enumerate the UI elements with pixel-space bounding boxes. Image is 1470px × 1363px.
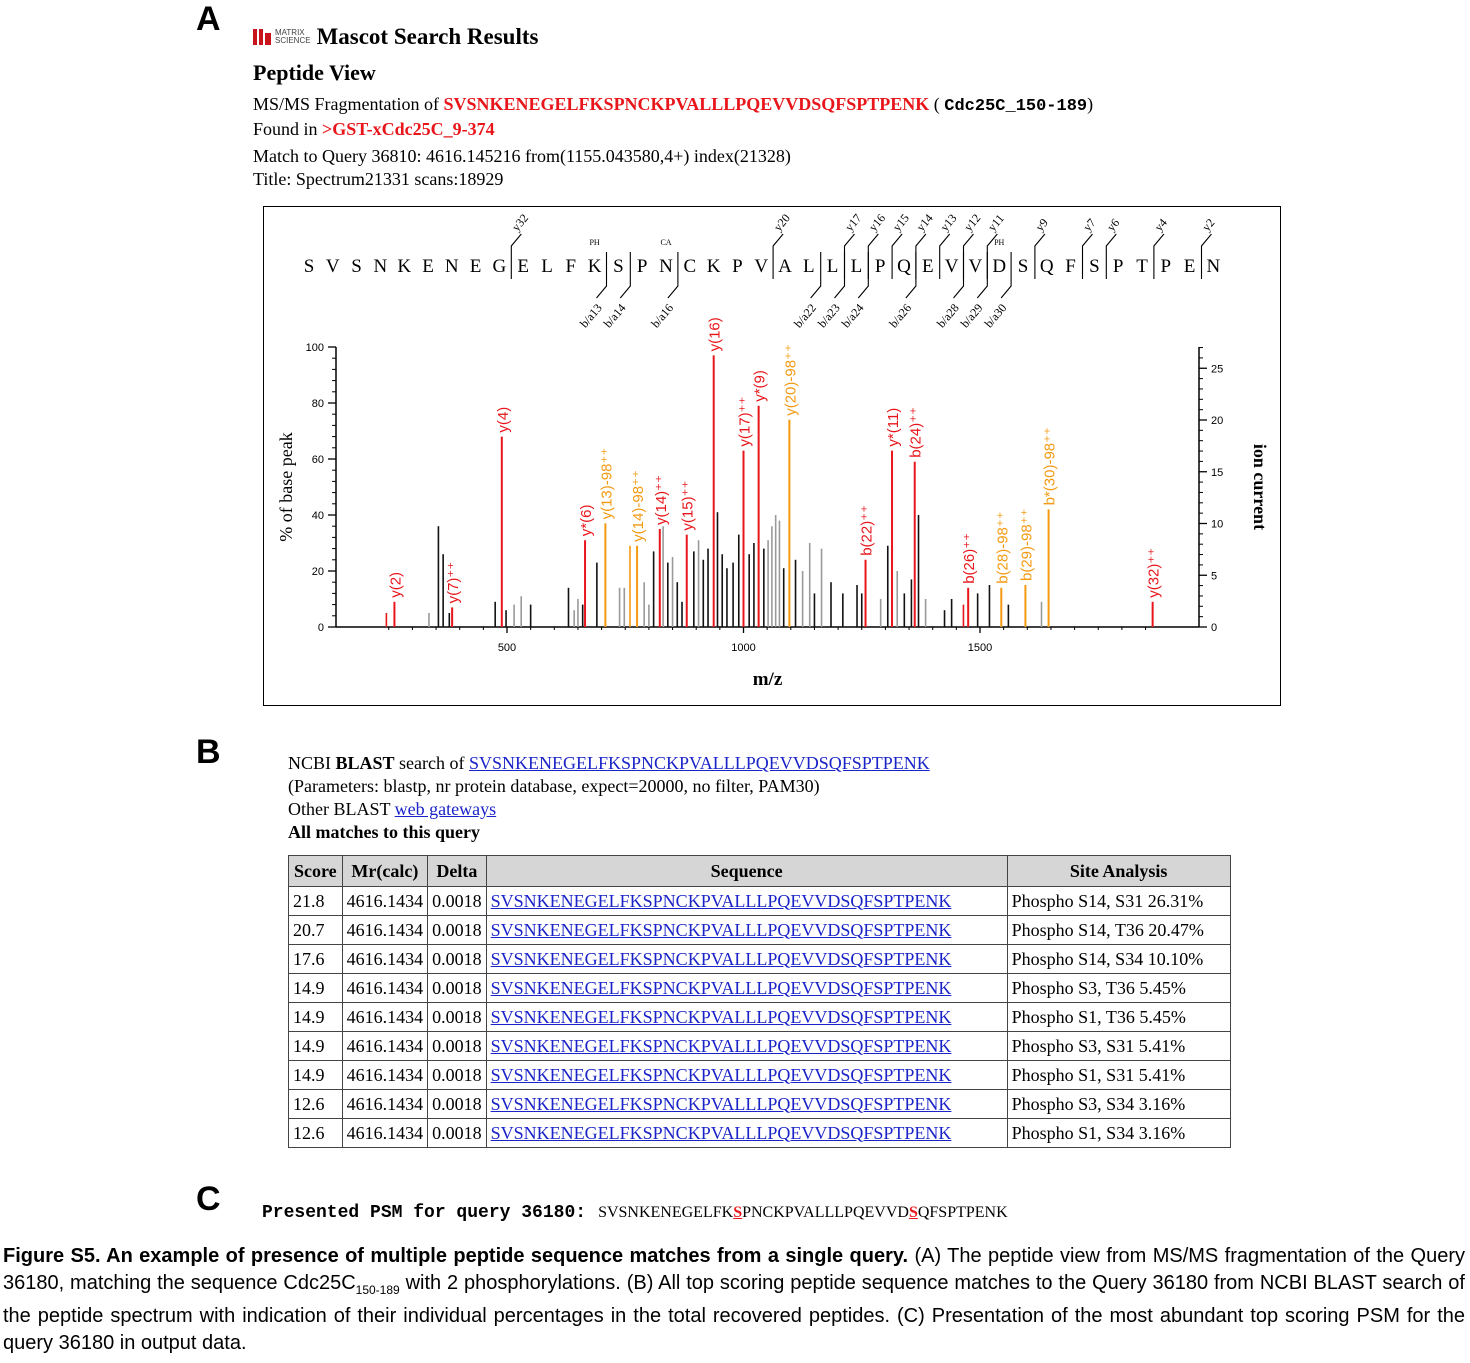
sequence-residue: S — [351, 256, 362, 277]
y2-tick-label: 10 — [1211, 518, 1224, 531]
cell-sequence — [486, 1003, 1007, 1032]
b-ion-label: b/a16 — [648, 300, 677, 331]
cell-mr: 4616.1434 — [342, 887, 428, 916]
sequence-residue: C — [683, 256, 697, 277]
cell-sequence — [486, 1119, 1007, 1148]
x-axis-label: m/z — [752, 669, 783, 690]
other-blast-prefix: Other BLAST — [288, 799, 395, 819]
y-ion-label: y4 — [1151, 215, 1170, 234]
peak-label: y*(9) — [751, 370, 769, 402]
cell-sequence — [486, 916, 1007, 945]
mascot-logo-row — [253, 22, 1283, 52]
found-in-line — [253, 118, 1283, 141]
table-row — [289, 1003, 1231, 1032]
peak-label: b(22)⁺⁺ — [858, 504, 876, 556]
sequence-residue: V — [754, 256, 769, 277]
panel-letter-a: A — [196, 0, 221, 38]
cell-site-analysis: Phospho S14, S31 26.31% — [1007, 887, 1230, 916]
cell-mr: 4616.1434 — [342, 916, 428, 945]
sequence-residue: V — [944, 256, 959, 277]
cell-site-analysis: Phospho S1, T36 5.45% — [1007, 1003, 1230, 1032]
sequence-residue: E — [517, 256, 530, 277]
caption-text-a: (A) The peptide view from MS/MS fragmentation of the Query 36180, matching the sequence Cdc25C — [3, 1245, 1466, 1294]
sequence-residue: N — [659, 256, 673, 277]
y-ion-label: y9 — [1032, 215, 1051, 234]
cell-delta: 0.0018 — [428, 1061, 487, 1090]
sequence-residue: E — [1183, 256, 1196, 277]
table-row — [289, 1119, 1231, 1148]
blast-results-table — [288, 855, 1231, 1148]
psm-seq-part3: QFSPTPENK — [917, 1204, 1008, 1221]
y-tick-label: 40 — [311, 510, 324, 522]
sequence-residue: G — [492, 256, 507, 277]
cell-mr: 4616.1434 — [342, 1090, 428, 1119]
modification-label: PH — [589, 238, 600, 247]
table-row — [289, 974, 1231, 1003]
cell-mr: 4616.1434 — [342, 974, 428, 1003]
y-ion-label: y20 — [770, 211, 793, 234]
spectrum-chart — [264, 207, 1280, 705]
peak-label: b(28)-98⁺⁺ — [994, 511, 1012, 584]
peak-label: y(13)-98⁺⁺ — [598, 447, 616, 520]
psm-label: Presented PSM for query 36180: — [262, 1203, 587, 1223]
cell-score: 20.7 — [289, 916, 343, 945]
y-ion-label: y16 — [865, 211, 889, 234]
cell-mr: 4616.1434 — [342, 1061, 428, 1090]
sequence-residue: V — [968, 256, 983, 277]
peak-label: y(16) — [706, 317, 724, 352]
cell-score: 17.6 — [289, 945, 343, 974]
b-ion-label: b/a26 — [886, 300, 915, 331]
y-ion-label: y6 — [1103, 215, 1123, 234]
table-row — [289, 1090, 1231, 1119]
header-score: Score — [289, 856, 343, 887]
sequence-link[interactable]: SVSNKENEGELFKSPNCKPVALLLPQEVVDSQFSPTPENK — [490, 977, 952, 998]
b-ion-label: b/a29 — [957, 300, 986, 331]
logo-line1: MATRIX — [275, 28, 305, 37]
cell-score: 21.8 — [289, 887, 343, 916]
table-row — [289, 916, 1231, 945]
found-prefix: Found in — [253, 119, 323, 139]
sequence-link[interactable]: SVSNKENEGELFKSPNCKPVALLLPQEVVDSQFSPTPENK — [490, 1006, 952, 1027]
y-ion-label: y11 — [984, 211, 1007, 234]
y-axis-label-left: % of base peak — [276, 432, 296, 542]
match-query-line: Match to Query 36810: 4616.145216 from(1155.043580,4+) index(21328) — [253, 146, 791, 166]
y-ion-label: y14 — [913, 211, 936, 234]
modification-label: CA — [660, 238, 672, 247]
peptide-view-title: Peptide View — [253, 60, 376, 85]
other-blast-line — [288, 798, 930, 821]
sequence-residue: S — [1017, 256, 1029, 277]
cell-sequence — [486, 1061, 1007, 1090]
sequence-residue: A — [778, 256, 792, 277]
cell-site-analysis: Phospho S3, T36 5.45% — [1007, 974, 1230, 1003]
psm-seq-part1: SVSNKENEGELFK — [598, 1204, 734, 1221]
y2-tick-label: 15 — [1211, 466, 1224, 479]
cell-site-analysis: Phospho S3, S31 5.41% — [1007, 1032, 1230, 1061]
peptide-name: Cdc25C_150-189 — [944, 97, 1088, 116]
peptide-name-wrap: ( Cdc25C_150-189) — [933, 94, 1094, 116]
caption-bold: Figure S5. An example of presence of multiple peptide sequence matches from a single query. — [3, 1245, 909, 1267]
table-row — [289, 887, 1231, 916]
table-body — [289, 887, 1231, 1148]
sequence-residue: L — [850, 256, 863, 277]
cell-sequence — [486, 887, 1007, 916]
all-matches-heading: All matches to this query — [288, 822, 480, 842]
cell-score: 14.9 — [289, 1003, 343, 1032]
table-header-row — [289, 856, 1231, 887]
cell-delta: 0.0018 — [428, 916, 487, 945]
peak-label: y(14)-98⁺⁺ — [630, 470, 648, 542]
cell-score: 14.9 — [289, 1061, 343, 1090]
y-tick-label: 20 — [311, 566, 324, 578]
cell-delta: 0.0018 — [428, 1090, 487, 1119]
cell-site-analysis: Phospho S1, S34 3.16% — [1007, 1119, 1230, 1148]
cell-sequence — [486, 1032, 1007, 1061]
peak-label: y(7)⁺⁺ — [445, 561, 463, 604]
web-gateways-link[interactable]: web gateways — [394, 799, 497, 819]
mascot-title: Mascot Search Results — [316, 24, 539, 49]
cell-site-analysis: Phospho S14, T36 20.47% — [1007, 916, 1230, 945]
psm-site1: S — [733, 1204, 743, 1221]
fragmentation-line — [253, 93, 1283, 118]
peak-label: y*(11) — [885, 407, 903, 447]
cell-score: 14.9 — [289, 1032, 343, 1061]
sequence-residue: K — [706, 256, 721, 277]
sequence-residue: E — [921, 256, 934, 277]
cell-delta: 0.0018 — [428, 1119, 487, 1148]
sequence-link[interactable]: SVSNKENEGELFKSPNCKPVALLLPQEVVDSQFSPTPENK — [490, 1035, 952, 1056]
sequence-residue: L — [541, 256, 553, 277]
y-tick-label: 100 — [305, 342, 324, 354]
x-tick-label: 1000 — [731, 642, 756, 654]
y2-tick-label: 20 — [1211, 415, 1224, 427]
header-delta: Delta — [428, 856, 487, 887]
y-tick-label: 0 — [317, 622, 324, 634]
modification-label: PH — [994, 238, 1005, 247]
logo-text — [275, 29, 311, 45]
sequence-residue: S — [1089, 256, 1100, 277]
sequence-residue: S — [613, 256, 624, 277]
presented-psm-line — [262, 1203, 1008, 1223]
peak-label: b*(30)-98⁺⁺ — [1041, 427, 1059, 506]
sequence-residue: L — [826, 256, 839, 277]
peak-label: y(4) — [494, 406, 512, 433]
figure-caption — [3, 1243, 1465, 1356]
header-mr: Mr(calc) — [342, 856, 428, 887]
cell-delta: 0.0018 — [428, 1032, 487, 1061]
mascot-header — [253, 22, 1283, 191]
cell-site-analysis: Phospho S1, S31 5.41% — [1007, 1061, 1230, 1090]
sequence-link[interactable]: SVSNKENEGELFKSPNCKPVALLLPQEVVDSQFSPTPENK — [490, 890, 952, 911]
cell-sequence — [486, 1090, 1007, 1119]
sequence-link[interactable]: SVSNKENEGELFKSPNCKPVALLLPQEVVDSQFSPTPENK — [490, 1122, 952, 1143]
x-tick-label: 500 — [497, 642, 517, 654]
sequence-residue: F — [1065, 256, 1076, 277]
peak-label: y(15)⁺⁺ — [679, 480, 697, 531]
frag-prefix: MS/MS Fragmentation of — [253, 94, 444, 114]
peak-label: y(2) — [387, 571, 405, 598]
sequence-residue: K — [587, 256, 602, 277]
cell-sequence — [486, 945, 1007, 974]
cell-delta: 0.0018 — [428, 974, 487, 1003]
psm-site2: S — [908, 1204, 918, 1221]
cell-delta: 0.0018 — [428, 945, 487, 974]
cell-delta: 0.0018 — [428, 887, 487, 916]
blast-prefix: NCBI — [288, 753, 336, 773]
sequence-residue: N — [1206, 256, 1221, 277]
b-ion-label: b/a24 — [838, 300, 867, 331]
sequence-residue: D — [992, 256, 1007, 277]
cell-delta: 0.0018 — [428, 1003, 487, 1032]
sequence-residue: P — [732, 256, 743, 277]
y-ion-label: y17 — [842, 211, 865, 234]
cell-mr: 4616.1434 — [342, 1119, 428, 1148]
blast-bold: BLAST — [335, 753, 395, 773]
table-row — [289, 1061, 1231, 1090]
y-tick-label: 80 — [311, 398, 324, 410]
sequence-residue: S — [303, 256, 315, 277]
b-ion-label: b/a30 — [981, 300, 1010, 331]
b-ion-label: b/a14 — [600, 300, 629, 331]
sequence-link[interactable]: SVSNKENEGELFKSPNCKPVALLLPQEVVDSQFSPTPENK — [490, 948, 952, 969]
sequence-residue: P — [636, 256, 648, 277]
frag-peptide: SVSNKENEGELFKSPNCKPVALLLPQEVVDSQFSPTPENK — [443, 94, 930, 114]
sequence-residue: Q — [897, 256, 911, 277]
peak-label: b(24)⁺⁺ — [907, 406, 925, 458]
sequence-residue: K — [397, 256, 412, 277]
b-ion-label: b/a13 — [576, 300, 605, 331]
caption-subscript: 150-189 — [355, 1282, 400, 1297]
cell-mr: 4616.1434 — [342, 1032, 428, 1061]
y-ion-label: y2 — [1199, 215, 1218, 234]
sequence-residue: P — [874, 256, 886, 277]
psm-sequence — [598, 1204, 1008, 1221]
sequence-link[interactable]: SVSNKENEGELFKSPNCKPVALLLPQEVVDSQFSPTPENK — [490, 919, 952, 940]
sequence-residue: F — [565, 256, 577, 277]
y-axis-label-right: ion current — [1250, 443, 1270, 531]
peak-label: y(32)⁺⁺ — [1145, 547, 1163, 598]
peak-label: y(20)-98⁺⁺ — [782, 344, 800, 416]
peak-label: b(29)-98⁺⁺ — [1018, 508, 1036, 581]
cell-score: 12.6 — [289, 1119, 343, 1148]
spectrum-frame — [263, 206, 1281, 706]
sequence-residue: P — [1160, 256, 1172, 277]
psm-seq-part2: PNCKPVALLLPQEVVD — [742, 1204, 909, 1221]
cell-score: 14.9 — [289, 974, 343, 1003]
cell-mr: 4616.1434 — [342, 945, 428, 974]
b-ion-label: b/a23 — [814, 300, 843, 331]
logo-line2: SCIENCE — [275, 36, 311, 45]
y2-tick-label: 5 — [1211, 570, 1218, 583]
y-ion-label: y12 — [961, 211, 984, 234]
x-tick-label: 1500 — [967, 642, 993, 654]
peak-label: y(17)⁺⁺ — [736, 396, 754, 447]
cell-site-analysis: Phospho S14, S34 10.10% — [1007, 945, 1230, 974]
b-ion-label: b/a22 — [791, 300, 819, 331]
y-ion-label: y15 — [889, 211, 912, 234]
sequence-residue: E — [422, 256, 434, 277]
peak-label: b(26)⁺⁺ — [961, 532, 979, 584]
blast-params: (Parameters: blastp, nr protein database, expect=20000, no filter, PAM30) — [288, 776, 820, 796]
found-in-protein: >GST-xCdc25C_9-374 — [322, 119, 495, 139]
blast-mid: search of — [394, 753, 470, 773]
sequence-residue: N — [373, 256, 388, 277]
peak-label: y*(6) — [578, 504, 596, 537]
sequence-link[interactable]: SVSNKENEGELFKSPNCKPVALLLPQEVVDSQFSPTPENK — [490, 1064, 952, 1085]
y-ion-label: y13 — [937, 211, 960, 234]
y2-tick-label: 0 — [1211, 622, 1218, 634]
sequence-residue: T — [1136, 256, 1148, 277]
sequence-link[interactable]: SVSNKENEGELFKSPNCKPVALLLPQEVVDSQFSPTPENK — [490, 1093, 952, 1114]
sequence-residue: E — [469, 256, 482, 277]
cell-sequence — [486, 974, 1007, 1003]
b-ion-label: b/a28 — [933, 300, 962, 331]
cell-site-analysis: Phospho S3, S34 3.16% — [1007, 1090, 1230, 1119]
blast-search-line — [288, 752, 930, 775]
table-row — [289, 1032, 1231, 1061]
peak-label: y(14)⁺⁺ — [652, 474, 670, 525]
panel-letter-c: C — [196, 1180, 221, 1218]
caption-text-b: with 2 phosphorylations. (B) All top scoring peptide sequence matches to the Query 36180 from NCBI BLAST search of the peptide spectrum with indication of their individual percentages in the total recovered peptides. (C) Presentation of the most abundant top scoring PSM for the query 36180 in output data. — [3, 1271, 1465, 1354]
sequence-residue: L — [802, 256, 815, 277]
header-sequence: Sequence — [486, 856, 1007, 887]
y-ion-label: y32 — [508, 211, 532, 234]
matrix-science-logo-icon — [253, 29, 271, 45]
sequence-residue: V — [325, 256, 340, 277]
table-row — [289, 945, 1231, 974]
y2-tick-label: 25 — [1211, 363, 1224, 376]
blast-query-link[interactable]: SVSNKENEGELFKSPNCKPVALLLPQEVVDSQFSPTPENK — [469, 753, 930, 773]
blast-section — [288, 752, 930, 844]
cell-score: 12.6 — [289, 1090, 343, 1119]
header-site-analysis: Site Analysis — [1007, 856, 1230, 887]
y-ion-label: y7 — [1080, 215, 1099, 234]
sequence-residue: N — [444, 256, 459, 277]
sequence-residue: Q — [1039, 256, 1054, 277]
spectrum-title-line: Title: Spectrum21331 scans:18929 — [253, 169, 504, 189]
y-tick-label: 60 — [311, 454, 324, 466]
sequence-residue: P — [1112, 256, 1124, 277]
cell-mr: 4616.1434 — [342, 1003, 428, 1032]
panel-letter-b: B — [196, 733, 221, 771]
